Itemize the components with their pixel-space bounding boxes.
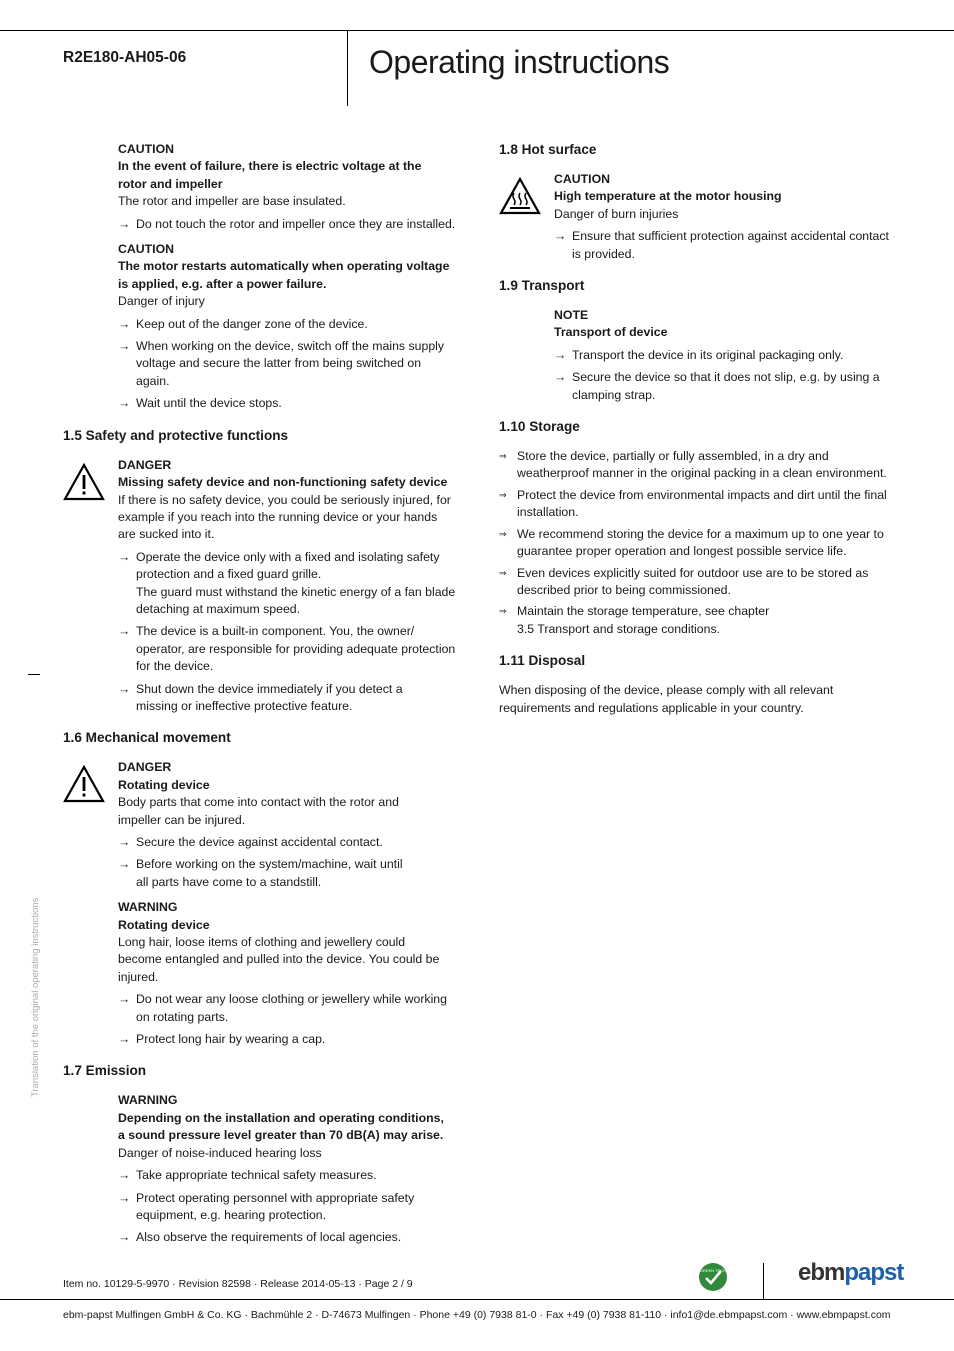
caution-voltage-notice: CAUTION In the event of failure, there is electric voltage at the rotor and impeller The rotor and impeller are base insulated. → Do not touch the rotor and impeller once they are installed.: [118, 141, 468, 233]
warning-noise-notice: WARNING Depending on the installation and operating conditions, a sound pressure level greater than 70 dB(A) may arise. Danger of noise-induced hearing loss → Take appropriate technical safety measures. → Protect operating personnel with appropriate safety equipment, e.g. hearing protection. → Also observe the requirements of local agencies.: [118, 1092, 468, 1246]
notice-label: DANGER: [118, 457, 172, 472]
notice-label: CAUTION: [118, 242, 175, 257]
list-item: ⇒ Store the device, partially or fully assembled, in a dry and weatherproof manner in the original packing in a clean environment.: [499, 448, 894, 483]
warning-rotating-notice: WARNING Rotating device Long hair, loose items of clothing and jewellery could become entangled and pulled into the device. You could be injured. → Do not wear any loose clothing or jewellery while working on rotating parts. → Protect long hair by wearing a cap.: [118, 899, 468, 1048]
instruction: → Also observe the requirements of local agencies.: [118, 1229, 468, 1246]
header-divider: [347, 30, 348, 106]
list-item: ⇒ Even devices explicitly suited for outdoor use are to be stored as described prior to being commissioned.: [499, 565, 894, 600]
caution-hot-surface-notice: CAUTION High temperature at the motor housing Danger of burn injuries → Ensure that sufficient protection against accidental contact is provided.: [554, 171, 894, 263]
instruction: → Do not touch the rotor and impeller once they are installed.: [118, 216, 468, 233]
disposal-text: When disposing of the device, please comply with all relevant requirements and regulations applicable in your country.: [499, 683, 834, 715]
section-heading: 1.8 Hot surface: [499, 142, 597, 157]
model-number: R2E180-AH05-06: [63, 49, 187, 66]
notice-label: WARNING: [118, 900, 178, 915]
warning-triangle-icon: [63, 463, 105, 501]
company-footer: ebm-papst Mulfingen GmbH & Co. KG · Bachmühle 2 · D-74673 Mulfingen · Phone +49 (0) 7938 81-0 · Fax +49 (0) 7938 81-110 · info1@de.ebmpapst.com · www.ebmpapst.com: [63, 1309, 891, 1321]
notice-label: DANGER: [118, 760, 172, 775]
instruction: → Protect operating personnel with appropriate safety equipment, e.g. hearing protection.: [118, 1190, 426, 1225]
list-item: ⇒ Maintain the storage temperature, see chapter 3.5 Transport and storage conditions.: [499, 603, 772, 638]
instruction: → Ensure that sufficient protection against accidental contact is provided.: [554, 228, 894, 263]
section-heading: 1.5 Safety and protective functions: [63, 427, 289, 443]
instruction: → Wait until the device stops.: [118, 395, 468, 412]
notice-label: CAUTION: [554, 172, 611, 186]
instruction: → Keep out of the danger zone of the device.: [118, 316, 468, 333]
caution-restart-notice: CAUTION The motor restarts automatically when operating voltage is applied, e.g. after a power failure. Danger of injury → Keep out of the danger zone of the device. → When working on the device, switch off the mains supply voltage and secure the latter from being switched on again. → Wait until the device stops.: [118, 241, 468, 413]
side-note: Translation of the original operating instructions: [30, 897, 41, 1097]
instruction: → The device is a built-in component. You, the owner/ operator, are responsible for providing adequate protection for the device.: [118, 623, 466, 675]
instruction: → Operate the device only with a fixed and isolating safety protection and a fixed guard grille.: [118, 549, 456, 584]
instruction: → Transport the device in its original packaging only.: [554, 347, 894, 364]
section-heading: 1.11 Disposal: [499, 653, 586, 669]
footer-rule: [0, 1299, 954, 1300]
item-number: Item no. 10129-5-9970 · Revision 82598 · Release 2014-05-13 · Page 2 / 9: [63, 1278, 413, 1290]
danger-rotating-notice: DANGER Rotating device Body parts that come into contact with the rotor and impeller can be injured. → Secure the device against accidental contact. → Before working on the system/machine, wait until all parts have come to a standstill.: [118, 759, 468, 891]
hot-surface-icon: [499, 177, 541, 215]
notice-label: CAUTION: [118, 142, 175, 156]
instruction: → Do not wear any loose clothing or jewellery while working on rotating parts.: [118, 991, 456, 1026]
section-heading: 1.7 Emission: [63, 1063, 147, 1079]
logo-divider: [763, 1263, 764, 1299]
instruction: → Protect long hair by wearing a cap.: [118, 1031, 468, 1048]
danger-safety-device-notice: DANGER Missing safety device and non-functioning safety device If there is no safety device, you could be seriously injured, for example if you reach into the running device or your hands are sucked into it. → Operate the device only with a fixed and isolating safety protection and a fixed guard grille. The guard must withstand the kinetic energy of a fan blade detaching at maximum speed. → The device is a built-in component. You, the owner/ operator, are responsible for providing adequate protection for the device. → Shut down the device immediately if you detect a missing or ineffective protective feature.: [118, 457, 468, 716]
instruction: → Shut down the device immediately if you detect a missing or ineffective protective feature.: [118, 681, 411, 716]
instruction: → Secure the device against accidental contact.: [118, 834, 468, 851]
section-heading: 1.6 Mechanical movement: [63, 730, 231, 746]
svg-text:GREEN TECH: GREEN TECH: [699, 1268, 727, 1273]
fold-mark: [28, 674, 40, 675]
list-item: ⇒ We recommend storing the device for a maximum up to one year to guarantee proper operation and longest possible service life.: [499, 526, 894, 561]
list-item: ⇒ Protect the device from environmental impacts and dirt until the final installation.: [499, 487, 894, 522]
top-rule: [0, 30, 954, 31]
instruction: → Secure the device so that it does not slip, e.g. by using a clamping strap.: [554, 369, 894, 404]
section-heading: 1.9 Transport: [499, 278, 585, 294]
page-title: Operating instructions: [369, 44, 670, 80]
company-logo: ebmpapst: [798, 1259, 904, 1286]
instruction: → Before working on the system/machine, wait until all parts have come to a standstill.: [118, 856, 416, 891]
greentech-badge-icon: [698, 1262, 728, 1292]
section-heading: 1.10 Storage: [499, 419, 580, 435]
instruction: → When working on the device, switch off the mains supply voltage and secure the latter from being switched on again.: [118, 338, 454, 390]
warning-triangle-icon: [63, 765, 105, 803]
right-column: [499, 141, 894, 717]
note-transport-notice: NOTE Transport of device → Transport the device in its original packaging only. → Secure the device so that it does not slip, e.g. by using a clamping strap.: [554, 307, 894, 404]
storage-list: [499, 448, 894, 638]
left-column: [63, 141, 468, 1251]
instruction: → Take appropriate technical safety measures.: [118, 1167, 468, 1184]
notice-label: WARNING: [118, 1093, 178, 1108]
notice-label: NOTE: [554, 308, 589, 323]
